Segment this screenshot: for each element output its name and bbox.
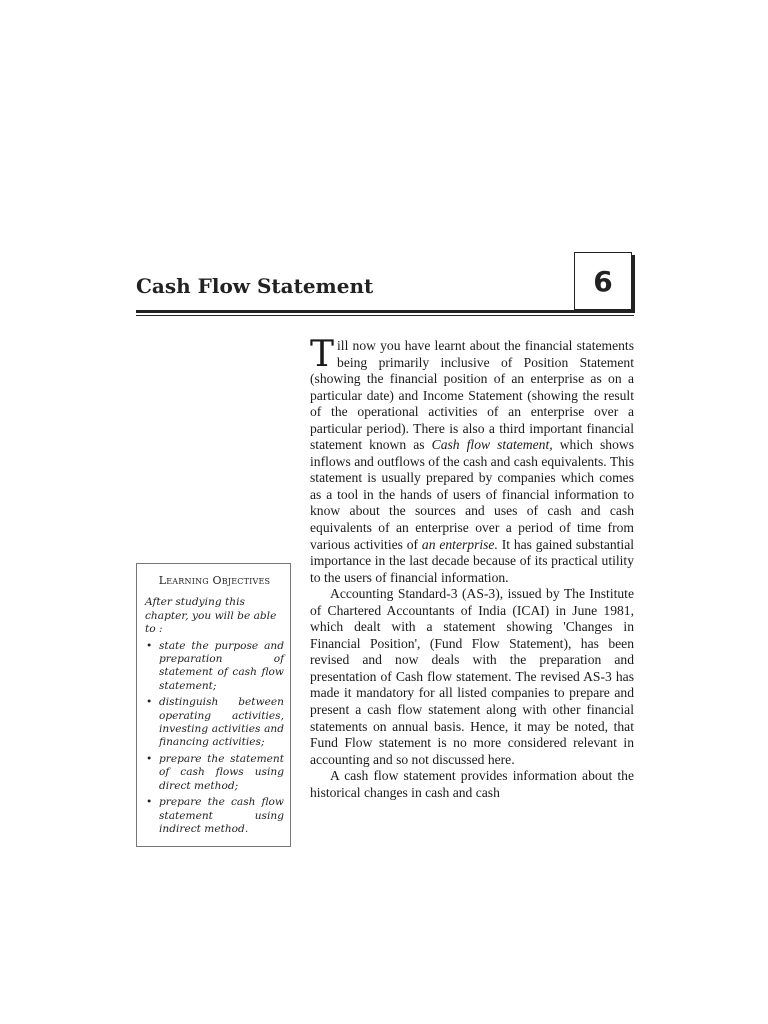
intro-text-b: which shows inflows and outflows of the cash and cash equivalents. This statement is usually prepared by companies which comes as a tool in the hands of users of financial information to know about the sources and uses of cash and cash equivalents of an enterprise over a period of time from various activities of (310, 437, 634, 552)
intro-text-c: It has gained substantial importance in the last decade because of its practical utility to the users of financial information. (310, 536, 635, 585)
objective-item: • prepare the statement of cash flows using direct method; (145, 753, 284, 793)
objectives-intro: After studying this chapter, you will be able to : (145, 596, 277, 636)
chapter-number-box (574, 252, 632, 310)
intro-text-a: ill now you have learnt about the financial statements being primarily inclusive of Position Statement (showing the financial position of an enterprise as on a particular date) and Income Statement (showing the result of the operational activities of an enterprise over a particular period). There is also a third important financial statement known as (310, 338, 634, 453)
drop-cap: T (310, 334, 335, 375)
objective-item: • state the purpose and preparation of statement of cash flow statement; (145, 640, 284, 694)
objectives-list (145, 640, 284, 837)
title-rule-thin (136, 315, 634, 316)
objective-item: • prepare the cash flow statement using indirect method. (145, 796, 284, 836)
chapter-title: Cash Flow Statement (136, 274, 374, 298)
objective-item: • distinguish between operating activities, investing activities and financing activities; (145, 696, 284, 750)
intro-emphasis-2: an enterprise. (421, 536, 498, 552)
title-rule-thick (136, 310, 634, 313)
paragraph-as3: Accounting Standard-3 (AS-3), issued by The Institute of Chartered Accountants of India (ICAI) in June 1981, which dealt with a statement showing 'Changes in Financial Position', (Fund Flow Statement), has been revised and now deals with the preparation and presentation of Cash flow statement. The revised AS-3 has made it mandatory for all listed companies to prepare and present a cash flow statement along with other financial statements on annual basis. Hence, it may be noted, that Fund Flow statement is no more considered relevant in accounting and so not discussed here. (310, 586, 634, 767)
paragraph-cash-flow: A cash flow statement provides information about the historical changes in cash and cash (310, 768, 634, 800)
learning-objectives-box (136, 563, 291, 847)
chapter-number: 6 (593, 264, 613, 298)
paragraph-intro (310, 334, 635, 586)
body-text (310, 334, 635, 801)
objectives-heading: Learning Objectives (158, 574, 271, 587)
intro-emphasis-1: Cash flow statement, (431, 437, 553, 453)
